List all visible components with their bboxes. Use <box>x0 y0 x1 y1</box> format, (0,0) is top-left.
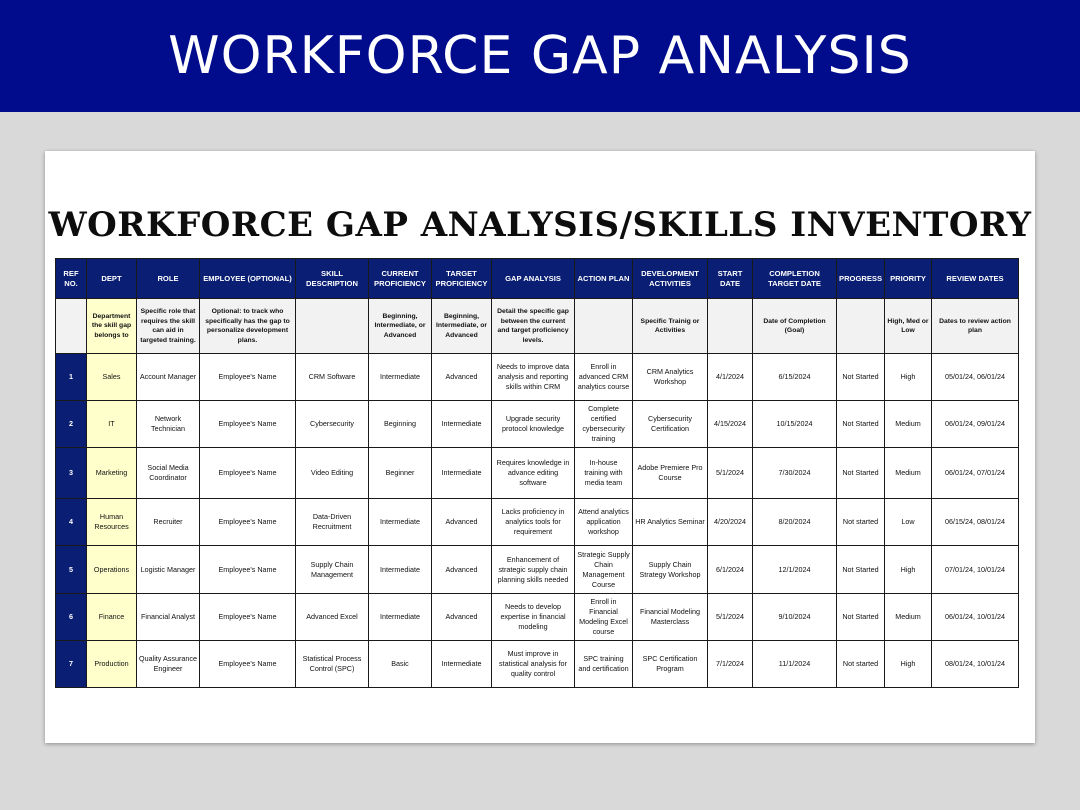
dept-cell: Production <box>87 641 137 688</box>
completion-date-cell: 11/1/2024 <box>753 641 837 688</box>
instruction-cell: Beginning, Intermediate, or Advanced <box>369 299 432 354</box>
development-activities-cell: Financial Modeling Masterclass <box>633 594 708 641</box>
table-row <box>56 594 1019 641</box>
start-date-cell: 7/1/2024 <box>708 641 753 688</box>
skills-table <box>55 258 1019 688</box>
role-cell: Network Technician <box>137 401 200 448</box>
progress-cell: Not Started <box>837 401 885 448</box>
role-cell: Logistic Manager <box>137 546 200 594</box>
dept-cell: Operations <box>87 546 137 594</box>
gap-analysis-cell: Lacks proficiency in analytics tools for requirement <box>492 499 575 546</box>
development-activities-cell: HR Analytics Seminar <box>633 499 708 546</box>
priority-cell: High <box>885 546 932 594</box>
dept-cell: Sales <box>87 354 137 401</box>
instruction-cell: Optional: to track who specifically has the gap to personalize development plans. <box>200 299 296 354</box>
action-plan-cell: In-house training with media team <box>575 448 633 499</box>
current-proficiency-cell: Beginning <box>369 401 432 448</box>
start-date-cell: 4/20/2024 <box>708 499 753 546</box>
ref-no-cell: 1 <box>56 354 87 401</box>
ref-no-cell: 5 <box>56 546 87 594</box>
skill-cell: Advanced Excel <box>296 594 369 641</box>
dept-cell: Human Resources <box>87 499 137 546</box>
instruction-cell: Specific role that requires the skill can aid in targeted training. <box>137 299 200 354</box>
role-cell: Recruiter <box>137 499 200 546</box>
gap-analysis-cell: Enhancement of strategic supply chain planning skills needed <box>492 546 575 594</box>
start-date-cell: 6/1/2024 <box>708 546 753 594</box>
header-priority: PRIORITY <box>885 259 932 299</box>
priority-cell: Medium <box>885 448 932 499</box>
ref-no-cell: 6 <box>56 594 87 641</box>
progress-cell: Not Started <box>837 546 885 594</box>
instruction-cell <box>56 299 87 354</box>
header-skill-description: SKILL DESCRIPTION <box>296 259 369 299</box>
current-proficiency-cell: Intermediate <box>369 499 432 546</box>
role-cell: Financial Analyst <box>137 594 200 641</box>
priority-cell: Medium <box>885 401 932 448</box>
target-proficiency-cell: Advanced <box>432 499 492 546</box>
progress-cell: Not Started <box>837 448 885 499</box>
header-role: ROLE <box>137 259 200 299</box>
gap-analysis-cell: Needs to improve data analysis and reporting skills within CRM <box>492 354 575 401</box>
ref-no-cell: 3 <box>56 448 87 499</box>
header-current-proficiency: CURRENT PROFICIENCY <box>369 259 432 299</box>
skill-cell: Video Editing <box>296 448 369 499</box>
progress-cell: Not Started <box>837 354 885 401</box>
current-proficiency-cell: Basic <box>369 641 432 688</box>
completion-date-cell: 12/1/2024 <box>753 546 837 594</box>
gap-analysis-cell: Needs to develop expertise in financial modeling <box>492 594 575 641</box>
current-proficiency-cell: Intermediate <box>369 594 432 641</box>
document-title: WORKFORCE GAP ANALYSIS/SKILLS INVENTORY <box>48 205 1032 245</box>
header-gap-analysis: GAP ANALYSIS <box>492 259 575 299</box>
instruction-cell: Date of Completion (Goal) <box>753 299 837 354</box>
dept-cell: Finance <box>87 594 137 641</box>
start-date-cell: 5/1/2024 <box>708 448 753 499</box>
instruction-cell: Specific Trainig or Activities <box>633 299 708 354</box>
ref-no-cell: 7 <box>56 641 87 688</box>
instruction-cell <box>575 299 633 354</box>
employee-cell: Employee's Name <box>200 354 296 401</box>
banner <box>0 0 1080 112</box>
priority-cell: High <box>885 354 932 401</box>
start-date-cell: 4/15/2024 <box>708 401 753 448</box>
priority-cell: High <box>885 641 932 688</box>
instruction-cell <box>296 299 369 354</box>
gap-analysis-cell: Requires knowledge in advance editing software <box>492 448 575 499</box>
employee-cell: Employee's Name <box>200 641 296 688</box>
current-proficiency-cell: Intermediate <box>369 354 432 401</box>
instruction-cell: Department the skill gap belongs to <box>87 299 137 354</box>
action-plan-cell: Complete certified cybersecurity training <box>575 401 633 448</box>
skill-cell: Supply Chain Management <box>296 546 369 594</box>
instruction-cell <box>837 299 885 354</box>
role-cell: Social Media Coordinator <box>137 448 200 499</box>
dept-cell: Marketing <box>87 448 137 499</box>
instruction-cell <box>708 299 753 354</box>
review-dates-cell: 08/01/24, 10/01/24 <box>932 641 1019 688</box>
review-dates-cell: 06/01/24, 09/01/24 <box>932 401 1019 448</box>
header-start-date: START DATE <box>708 259 753 299</box>
table-row <box>56 546 1019 594</box>
table-row <box>56 401 1019 448</box>
header-action-plan: ACTION PLAN <box>575 259 633 299</box>
role-cell: Account Manager <box>137 354 200 401</box>
dept-cell: IT <box>87 401 137 448</box>
completion-date-cell: 9/10/2024 <box>753 594 837 641</box>
review-dates-cell: 06/01/24, 07/01/24 <box>932 448 1019 499</box>
progress-cell: Not Started <box>837 594 885 641</box>
table-row <box>56 354 1019 401</box>
table-row <box>56 641 1019 688</box>
completion-date-cell: 10/15/2024 <box>753 401 837 448</box>
employee-cell: Employee's Name <box>200 401 296 448</box>
instruction-cell: Detail the specific gap between the current and target proficiency levels. <box>492 299 575 354</box>
review-dates-cell: 05/01/24, 06/01/24 <box>932 354 1019 401</box>
gap-analysis-cell: Upgrade security protocol knowledge <box>492 401 575 448</box>
action-plan-cell: Enroll in Financial Modeling Excel course <box>575 594 633 641</box>
development-activities-cell: Supply Chain Strategy Workshop <box>633 546 708 594</box>
header-row <box>56 259 1019 299</box>
employee-cell: Employee's Name <box>200 546 296 594</box>
employee-cell: Employee's Name <box>200 594 296 641</box>
target-proficiency-cell: Advanced <box>432 546 492 594</box>
instruction-cell: High, Med or Low <box>885 299 932 354</box>
header-development-activities: DEVELOPMENT ACTIVITIES <box>633 259 708 299</box>
completion-date-cell: 8/20/2024 <box>753 499 837 546</box>
target-proficiency-cell: Intermediate <box>432 641 492 688</box>
table-row <box>56 448 1019 499</box>
header-employee: EMPLOYEE (OPTIONAL) <box>200 259 296 299</box>
header-progress: PROGRESS <box>837 259 885 299</box>
priority-cell: Low <box>885 499 932 546</box>
header-ref-no: REF NO. <box>56 259 87 299</box>
skill-cell: Statistical Process Control (SPC) <box>296 641 369 688</box>
instruction-row <box>56 299 1019 354</box>
table-row <box>56 499 1019 546</box>
header-target-proficiency: TARGET PROFICIENCY <box>432 259 492 299</box>
skill-cell: CRM Software <box>296 354 369 401</box>
current-proficiency-cell: Intermediate <box>369 546 432 594</box>
role-cell: Quality Assurance Engineer <box>137 641 200 688</box>
action-plan-cell: Attend analytics application workshop <box>575 499 633 546</box>
review-dates-cell: 06/15/24, 08/01/24 <box>932 499 1019 546</box>
gap-analysis-cell: Must improve in statistical analysis for quality control <box>492 641 575 688</box>
progress-cell: Not started <box>837 499 885 546</box>
progress-cell: Not started <box>837 641 885 688</box>
development-activities-cell: CRM Analytics Workshop <box>633 354 708 401</box>
target-proficiency-cell: Advanced <box>432 594 492 641</box>
employee-cell: Employee's Name <box>200 499 296 546</box>
start-date-cell: 5/1/2024 <box>708 594 753 641</box>
development-activities-cell: Adobe Premiere Pro Course <box>633 448 708 499</box>
start-date-cell: 4/1/2024 <box>708 354 753 401</box>
header-completion-target-date: COMPLETION TARGET DATE <box>753 259 837 299</box>
review-dates-cell: 07/01/24, 10/01/24 <box>932 546 1019 594</box>
target-proficiency-cell: Intermediate <box>432 401 492 448</box>
development-activities-cell: Cybersecurity Certification <box>633 401 708 448</box>
development-activities-cell: SPC Certification Program <box>633 641 708 688</box>
review-dates-cell: 06/01/24, 10/01/24 <box>932 594 1019 641</box>
instruction-cell: Dates to review action plan <box>932 299 1019 354</box>
completion-date-cell: 6/15/2024 <box>753 354 837 401</box>
target-proficiency-cell: Intermediate <box>432 448 492 499</box>
target-proficiency-cell: Advanced <box>432 354 492 401</box>
action-plan-cell: Strategic Supply Chain Management Course <box>575 546 633 594</box>
instruction-cell: Beginning, Intermediate, or Advanced <box>432 299 492 354</box>
employee-cell: Employee's Name <box>200 448 296 499</box>
completion-date-cell: 7/30/2024 <box>753 448 837 499</box>
action-plan-cell: Enroll in advanced CRM analytics course <box>575 354 633 401</box>
skill-cell: Data-Driven Recruitment <box>296 499 369 546</box>
header-dept: DEPT <box>87 259 137 299</box>
header-review-dates: REVIEW DATES <box>932 259 1019 299</box>
skill-cell: Cybersecurity <box>296 401 369 448</box>
ref-no-cell: 4 <box>56 499 87 546</box>
action-plan-cell: SPC training and certification <box>575 641 633 688</box>
document-sheet <box>45 151 1035 743</box>
priority-cell: Medium <box>885 594 932 641</box>
ref-no-cell: 2 <box>56 401 87 448</box>
banner-title: WORKFORCE GAP ANALYSIS <box>168 26 912 86</box>
current-proficiency-cell: Beginner <box>369 448 432 499</box>
